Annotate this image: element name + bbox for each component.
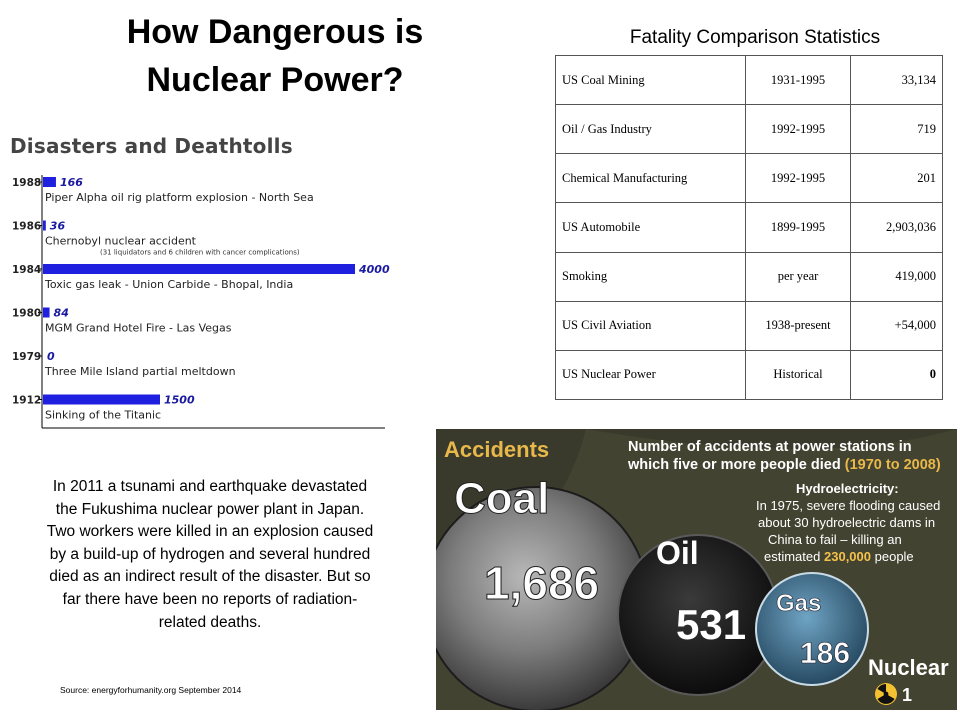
fatality-table (555, 55, 943, 400)
period-cell: 1931-1995 (746, 56, 851, 105)
period-cell: 1992-1995 (746, 154, 851, 203)
infographic-subtitle-line1: Number of accidents at power stations in (628, 439, 912, 455)
table-row (556, 350, 943, 399)
infographic-subtitle-years: (1970 to 2008) (844, 457, 941, 473)
gas-value: 186 (800, 637, 851, 670)
category-label: 1988 (12, 177, 42, 189)
value-label: 1500 (164, 393, 195, 407)
deaths-cell: +54,000 (851, 301, 943, 350)
table-row (556, 301, 943, 350)
source-note: Source: energyforhumanity.org September 2014 (60, 685, 242, 695)
period-cell: per year (746, 252, 851, 301)
category-label: 1980 (12, 307, 42, 320)
industry-cell: US Civil Aviation (556, 301, 746, 350)
industry-cell: Smoking (556, 252, 746, 301)
infographic-heading: Accidents (444, 437, 550, 462)
hydro-highlight: 230,000 (824, 549, 871, 564)
bar (43, 395, 160, 405)
table-row (556, 56, 943, 105)
gas-label: Gas (776, 590, 822, 617)
table-title: Fatality Comparison Statistics (629, 27, 881, 48)
coal-label: Coal (454, 474, 550, 523)
deaths-cell: 33,134 (851, 56, 943, 105)
bar-description: Piper Alpha oil rig platform explosion - North Sea (45, 191, 314, 204)
radiation-icon (875, 683, 897, 705)
fukushima-paragraph: In 2011 a tsunami and earthquake devastated the Fukushima nuclear power plant in Japan. Two workers were killed in an explosion caused by a build-up of hydrogen and several hundred died as an indirect result of the disaster. But so far there have been no reports of radiation-related deaths. (46, 478, 374, 631)
bar-description: MGM Grand Hotel Fire - Las Vegas (45, 321, 232, 335)
period-cell: Historical (746, 350, 851, 399)
bar-description: Sinking of the Titanic (45, 408, 162, 422)
deaths-cell: 0 (851, 350, 943, 399)
nuclear-label: Nuclear (868, 655, 949, 680)
hydro-line-1: In 1975, severe flooding caused (756, 498, 941, 513)
bar (43, 221, 46, 231)
hydro-line-3: China to fail – killing an (768, 532, 902, 547)
value-label: 4000 (359, 263, 390, 276)
coal-value: 1,686 (484, 557, 600, 609)
value-label: 84 (53, 306, 69, 320)
period-cell: 1992-1995 (746, 105, 851, 154)
hydro-line-4-text: estimated (764, 549, 821, 564)
deathtoll-chart-svg (0, 125, 392, 435)
bar-description: Three Mile Island partial meltdown (45, 365, 236, 378)
bar-note: (31 liquidators and 6 children with cancer complications) (100, 248, 300, 257)
bar (43, 264, 355, 274)
deaths-cell: 719 (851, 105, 943, 154)
value-label: 36 (49, 219, 66, 233)
nuclear-value: 1 (902, 685, 913, 705)
industry-cell: US Automobile (556, 203, 746, 252)
period-cell: 1899-1995 (746, 203, 851, 252)
deaths-cell: 201 (851, 154, 943, 203)
bar (43, 177, 56, 187)
accidents-infographic-svg (436, 429, 957, 710)
deathtoll-chart (0, 125, 392, 435)
oil-value: 531 (676, 601, 747, 648)
period-cell: 1938-present (746, 301, 851, 350)
bar (43, 308, 50, 318)
table-row (556, 105, 943, 154)
bar-description: Toxic gas leak - Union Carbide - Bhopal, India (45, 278, 294, 291)
value-label: 0 (47, 350, 55, 363)
category-label: 1984 (12, 264, 42, 276)
industry-cell: US Nuclear Power (556, 350, 746, 399)
accidents-infographic (436, 429, 957, 710)
deaths-cell: 419,000 (851, 252, 943, 301)
infographic-subtitle-line2-text: which five or more people died (628, 457, 841, 473)
hydro-line-2: about 30 hydroelectric dams in (758, 515, 936, 530)
infographic-subtitle-line2 (627, 457, 941, 473)
industry-cell: Oil / Gas Industry (556, 105, 746, 154)
industry-cell: US Coal Mining (556, 56, 746, 105)
table-row (556, 203, 943, 252)
table-row (556, 252, 943, 301)
hydro-tail: people (874, 549, 914, 564)
bar-description: Chernobyl nuclear accident (45, 234, 196, 248)
category-label: 1912 (12, 394, 42, 407)
table-row (556, 154, 943, 203)
oil-label: Oil (656, 535, 699, 571)
page-title: How Dangerous is Nuclear Power? (126, 13, 424, 99)
deaths-cell: 2,903,036 (851, 203, 943, 252)
industry-cell: Chemical Manufacturing (556, 154, 746, 203)
category-label: 1979 (12, 351, 42, 363)
chart-title: Disasters and Deathtolls (10, 134, 293, 158)
category-label: 1986 (12, 220, 42, 233)
value-label: 166 (59, 176, 83, 189)
hydro-line-0: Hydroelectricity: (796, 481, 899, 496)
hydro-line-4 (764, 549, 914, 564)
